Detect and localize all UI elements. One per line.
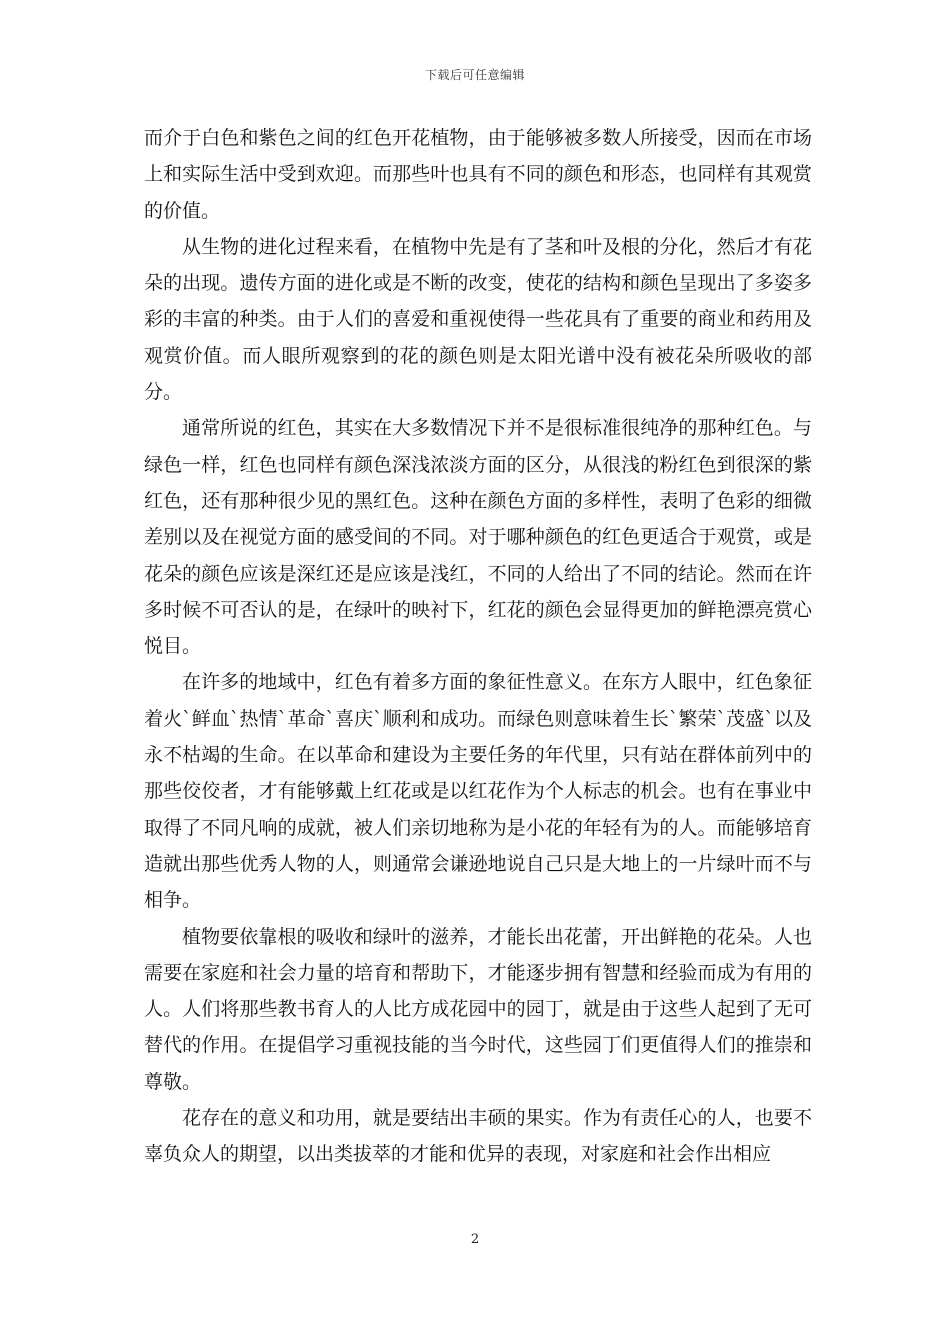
- page-header: 下载后可任意编辑: [424, 68, 525, 82]
- paragraph: 植物要依靠根的吸收和绿叶的滋养，才能长出花蕾，开出鲜艳的花朵。人也需要在家庭和社会力量的培育和帮助下，才能逐步拥有智慧和经验而成为有用的人。人们将那些教书育人的人比方成花园中的园丁，就是由于这些人起到了无可替代的作用。在提倡学习重视技能的当今时代，这些园丁们更值得人们的推崇和尊敬。: [144, 925, 812, 1093]
- document-body: [144, 120, 812, 1173]
- page-number: 2: [470, 1232, 480, 1247]
- paragraph: 从生物的进化过程来看，在植物中先是有了茎和叶及根的分化，然后才有花朵的出现。遗传方面的进化或是不断的改变，使花的结构和颜色呈现出了多姿多彩的丰富的种类。由于人们的喜爱和重视使得一些花具有了重要的商业和药用及观赏价值。而人眼所观察到的花的颜色则是太阳光谱中没有被花朵所吸收的部分。: [144, 235, 812, 404]
- paragraph-continuation: 而介于白色和紫色之间的红色开花植物，由于能够被多数人所接受，因而在市场上和实际生活中受到欢迎。而那些叶也具有不同的颜色和形态，也同样有其观赏的价值。: [144, 127, 812, 222]
- paragraph: 在许多的地域中，红色有着多方面的象征性意义。在东方人眼中，红色象征着火`鲜血`热情`革命`喜庆`顺利和成功。而绿色则意味着生长`繁荣`茂盛`以及永不枯竭的生命。在以革命和建设为主要任务的年代里，只有站在群体前列中的那些佼佼者，才有能够戴上红花或是以红花作为个人标志的机会。也有在事业中取得了不同凡响的成就，被人们亲切地称为是小花的年轻有为的人。而能够培育造就出那些优秀人物的人，则通常会谦逊地说自己只是大地上的一片绿叶而不与相争。: [144, 671, 812, 912]
- paragraph: 通常所说的红色，其实在大多数情况下并不是很标准很纯净的那种红色。与绿色一样，红色也同样有颜色深浅浓淡方面的区分，从很浅的粉红色到很深的紫红色，还有那种很少见的黑红色。这种在颜色方面的多样性，表明了色彩的细微差别以及在视觉方面的感受间的不同。对于哪种颜色的红色更适合于观赏，或是花朵的颜色应该是深红还是应该是浅红，不同的人给出了不同的结论。然而在许多时候不可否认的是，在绿叶的映衬下，红花的颜色会显得更加的鲜艳漂亮赏心悦目。: [144, 417, 812, 658]
- paragraph: 花存在的意义和功用，就是要结出丰硕的果实。作为有责任心的人，也要不辜负众人的期望，以出类拔萃的才能和优异的表现，对家庭和社会作出相应: [144, 1107, 812, 1166]
